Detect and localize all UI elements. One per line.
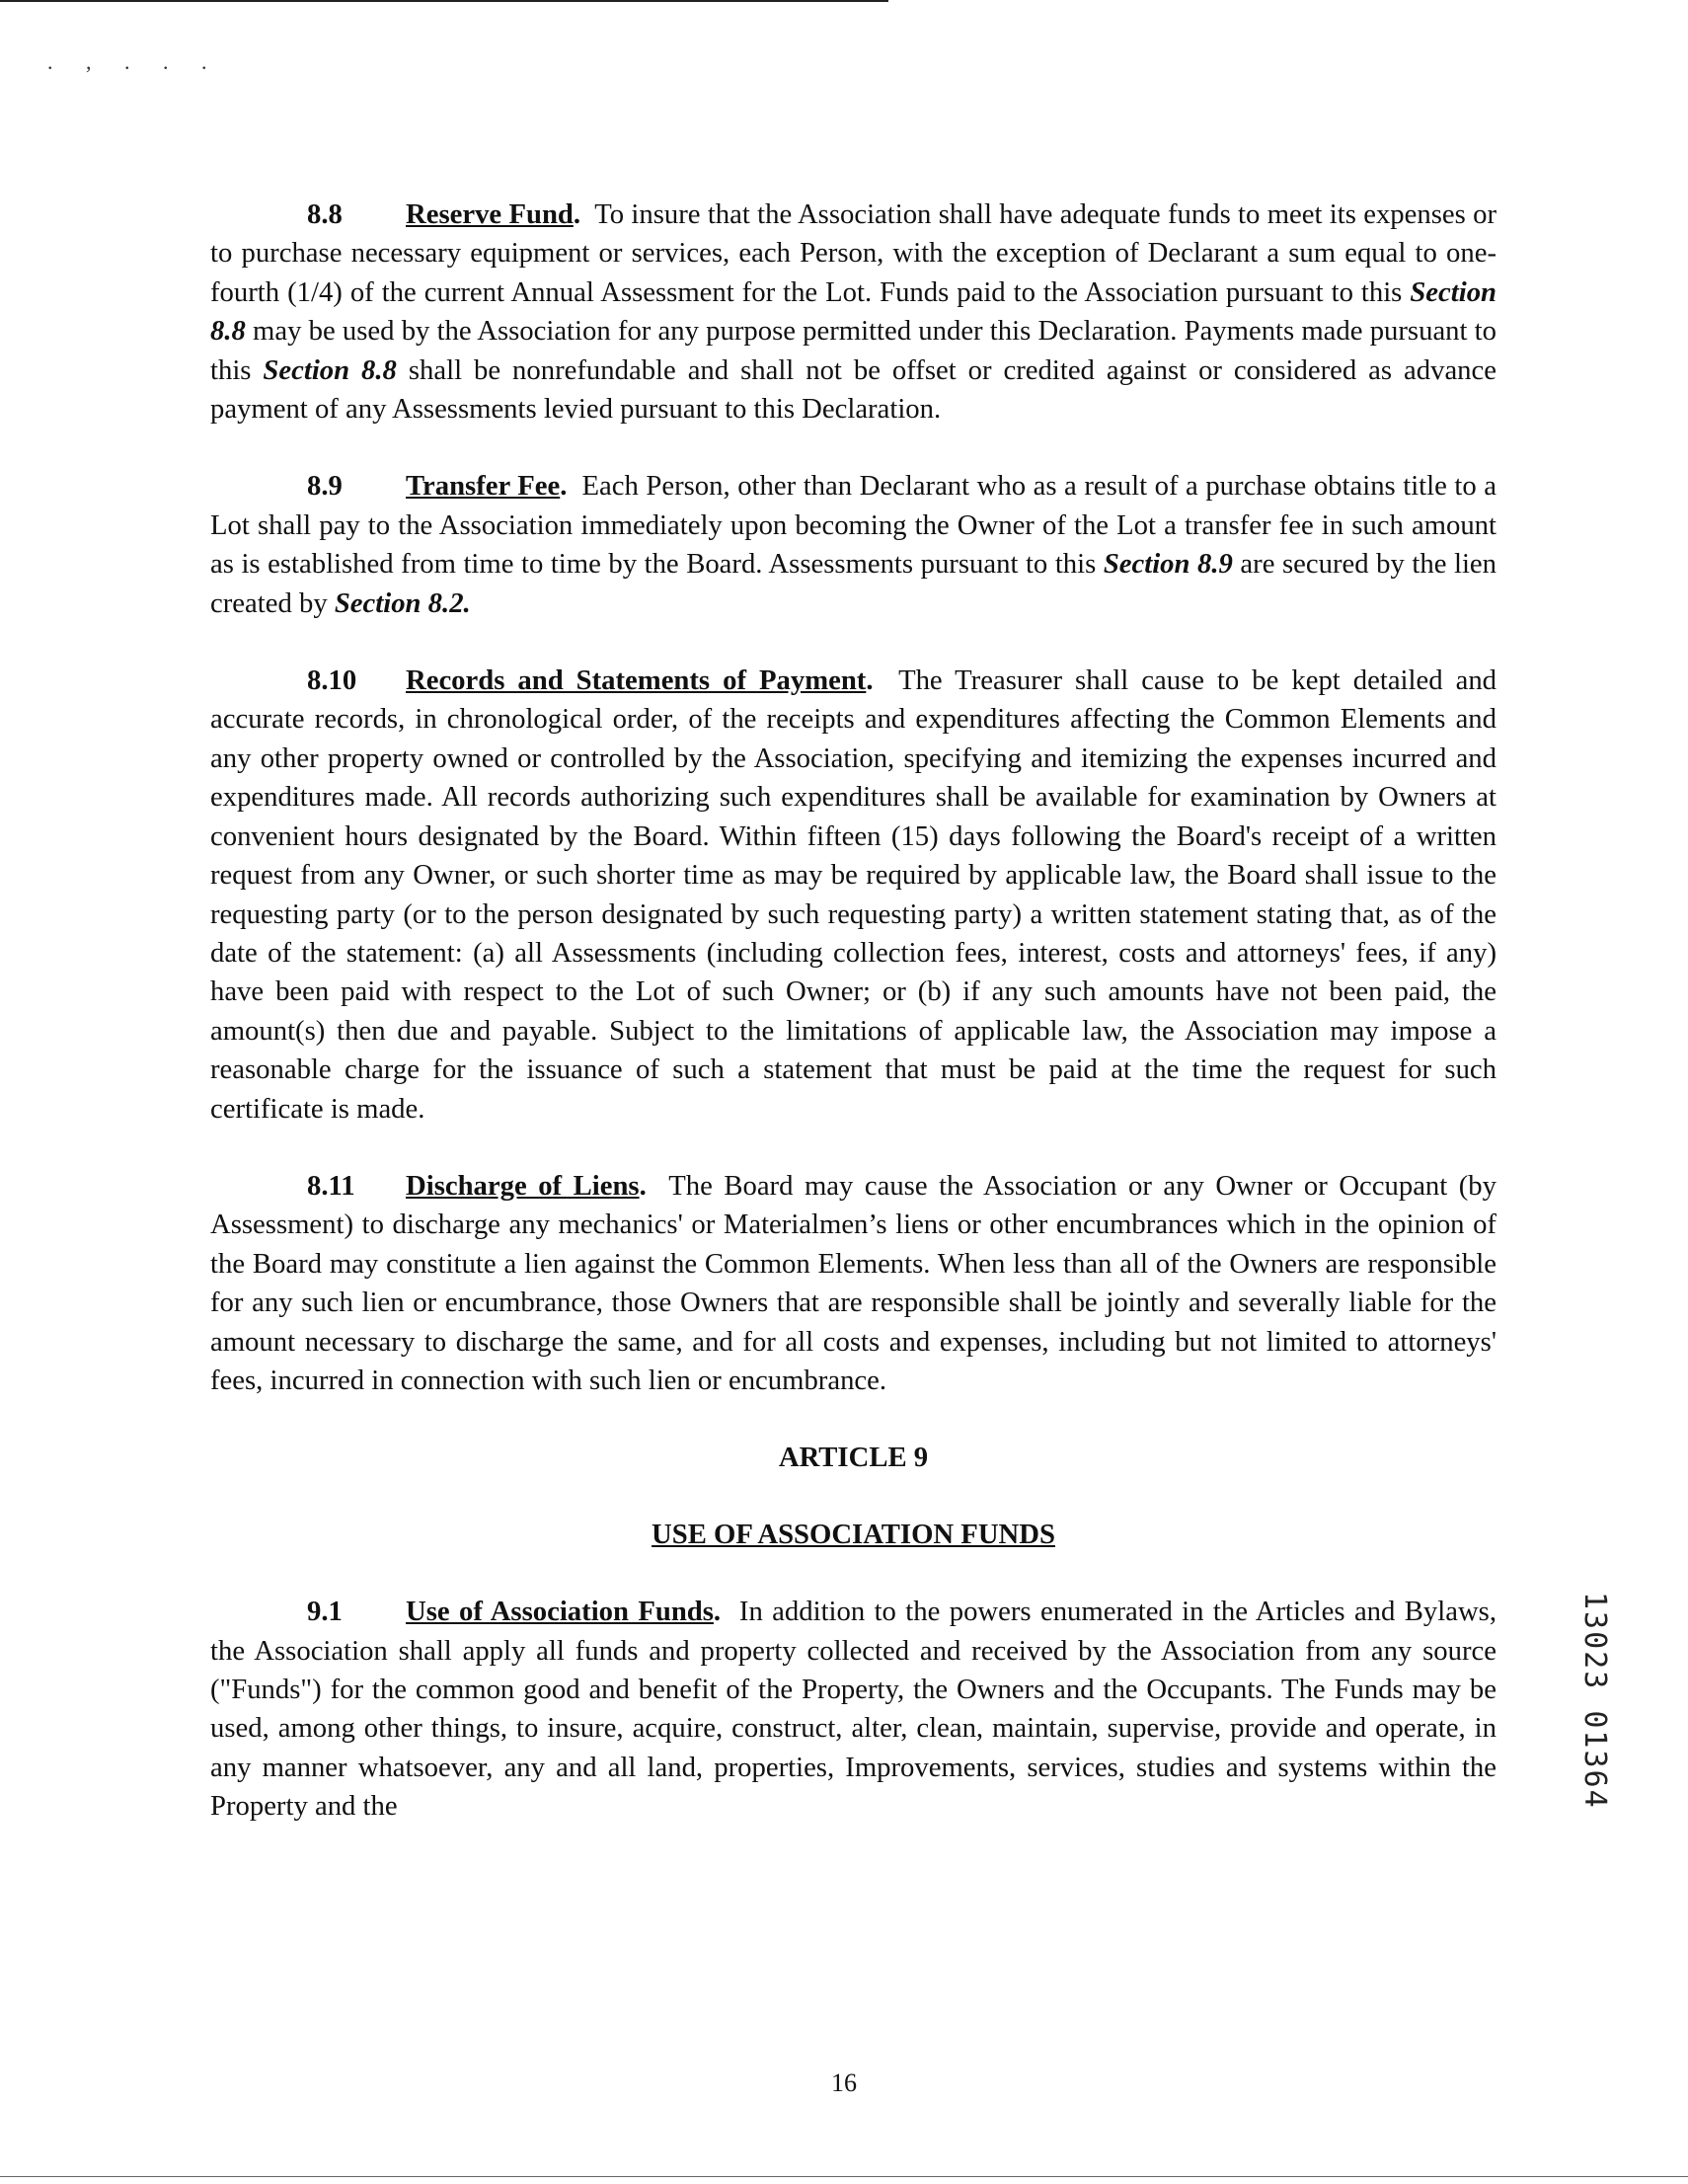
section-text: are secured by the lien created by: [210, 548, 1496, 619]
section-text: The Board may cause the Association or any Owner or Occupant (by Assessment) to discharge any mechanics' or Materialmen’s liens or other encumbrances which in the opinion of the Board may constitute a lien against the Common Elements. When less than all of the Owners are responsible for any such lien or encumbrance, those Owners that are responsible shall be jointly and severally liable for the amount necessary to discharge the same, and for all costs and expenses, including but not limited to attorneys' fees, incurred in connection with such lien or encumbrance.: [210, 1169, 1496, 1396]
section-text: Each Person, other than Declarant who as a result of a purchase obtains title to a Lot shall pay to the Association immediately upon becoming the Owner of the Lot a transfer fee in such amount as is established from time to time by the Board. Assessments pursuant to this: [210, 470, 1496, 581]
section-number: 8.10: [307, 664, 357, 697]
scan-bottom-line: [0, 2176, 1688, 2177]
article-title: USE OF ASSOCIATION FUNDS: [652, 1518, 1055, 1550]
section-ref: Section 8.8: [263, 353, 397, 386]
scan-specks: . , . . .: [47, 49, 221, 74]
section-8-8: 8.8 Reserve Fund. To insure that the Association shall have adequate funds to meet its expenses or to purchase necessary equipment or services, each Person, with the exception of Declarant a sum equal to one-fourth (1/4) of the current Annual Assessment for the Lot. Funds paid to the Association pursuant to this Section 8.8 may be used by the Association for any purpose permitted under this Declaration. Payments made pursuant to this Section 8.8 shall be nonrefundable and shall not be offset or credited against or considered as advance payment of any Assessments levied pursuant to this Declaration.: [210, 195, 1496, 429]
section-8-9: 8.9 Transfer Fee. Each Person, other than Declarant who as a result of a purchase obtains title to a Lot shall pay to the Association immediately upon becoming the Owner of the Lot a transfer fee in such amount as is established from time to time by the Board. Assessments pursuant to this Section 8.9 are secured by the lien created by Section 8.2.: [210, 467, 1496, 623]
section-8-11: 8.11 Discharge of Liens. The Board may cause the Association or any Owner or Occupant (by Assessment) to discharge any mechanics' or Materialmen’s liens or other encumbrances which in the opinion of the Board may constitute a lien against the Common Elements. When less than all of the Owners are responsible for any such lien or encumbrance, those Owners that are responsible shall be jointly and severally liable for the amount necessary to discharge the same, and for all costs and expenses, including but not limited to attorneys' fees, incurred in connection with such lien or encumbrance.: [210, 1167, 1496, 1400]
section-title: Use of Association Funds: [406, 1596, 714, 1628]
section-title: Discharge of Liens: [406, 1169, 640, 1202]
section-9-1: 9.1 Use of Association Funds. In addition to the powers enumerated in the Articles and Bylaws, the Association shall apply all funds and property collected and received by the Association from any source ("Funds") for the common good and benefit of the Property, the Owners and the Occupants. The Funds may be used, among other things, to insure, acquire, construct, alter, clean, maintain, supervise, provide and operate, in any manner whatsoever, any and all land, properties, Improvements, services, studies and systems within the Property and the: [210, 1593, 1496, 1826]
recording-stamp: 13023 01364: [1577, 1592, 1612, 1810]
section-text: shall be nonrefundable and shall not be offset or credited against or considered as advance payment of any Assessments levied pursuant to this Declaration.: [210, 353, 1496, 426]
section-number: 8.9: [307, 470, 343, 503]
section-ref: Section 8.9: [1103, 548, 1233, 581]
section-number: 8.11: [307, 1169, 355, 1202]
section-title: Transfer Fee: [406, 470, 561, 503]
document-body: [210, 195, 1496, 1827]
section-title: Reserve Fund: [406, 198, 574, 230]
section-text: may be used by the Association for any purpose permitted under this Declaration. Payments made pursuant to this: [210, 315, 1496, 386]
section-text: .: [463, 586, 471, 619]
section-ref: Section 8.8: [210, 275, 1496, 348]
article-heading: ARTICLE 9: [778, 1442, 929, 1474]
section-text: The Treasurer shall cause to be kept detailed and accurate records, in chronological order, of the receipts and expenditures affecting the Common Elements and any other property owned or controlled by the Association, specifying and itemizing the expenses incurred and expenditures made. All records authorizing such expenditures shall be available for examination by Owners at convenient hours designated by the Board. Within fifteen (15) days following the Board's receipt of a written request from any Owner, or such shorter time as may be required by applicable law, the Board shall issue to the requesting party (or to the person designated by such requesting party) a written statement stating that, as of the date of the statement: (a) all Assessments (including collection fees, interest, costs and attorneys' fees, if any) have been paid with respect to the Lot of such Owner; or (b) if any such amounts have not been paid, the amount(s) then due and payable. Subject to the limitations of applicable law, the Association may impose a reasonable charge for the issuance of such a statement that must be paid at the time the request for such certificate is made.: [210, 664, 1497, 1125]
section-8-10: 8.10 Records and Statements of Payment. The Treasurer shall cause to be kept detailed and accurate records, in chronological order, of the receipts and expenditures affecting the Common Elements and any other property owned or controlled by the Association, specifying and itemizing the expenses incurred and expenditures made. All records authorizing such expenditures shall be available for examination by Owners at convenient hours designated by the Board. Within fifteen (15) days following the Board's receipt of a written request from any Owner, or such shorter time as may be required by applicable law, the Board shall issue to the requesting party (or to the person designated by such requesting party) a written statement stating that, as of the date of the statement: (a) all Assessments (including collection fees, interest, costs and attorneys' fees, if any) have been paid with respect to the Lot of such Owner; or (b) if any such amounts have not been paid, the amount(s) then due and payable. Subject to the limitations of applicable law, the Association may impose a reasonable charge for the issuance of such a statement that must be paid at the time the request for such certificate is made.: [210, 662, 1496, 1129]
scan-top-line: [0, 0, 888, 2]
section-title: Records and Statements of Payment: [406, 664, 867, 697]
page-number: 16: [831, 2068, 857, 2097]
section-ref: Section 8.2: [334, 586, 464, 619]
section-text: To insure that the Association shall have adequate funds to meet its expenses or to purchase necessary equipment or services, each Person, with the exception of Declarant a sum equal to one-fourth (1/4) of the current Annual Assessment for the Lot. Funds paid to the Association pursuant to this: [210, 198, 1496, 308]
section-number: 9.1: [307, 1596, 343, 1628]
section-text: In addition to the powers enumerated in the Articles and Bylaws, the Association shall apply all funds and property collected and received by the Association from any source ("Funds") for the common good and benefit of the Property, the Owners and the Occupants. The Funds may be used, among other things, to insure, acquire, construct, alter, clean, maintain, supervise, provide and operate, in any manner whatsoever, any and all land, properties, Improvements, services, studies and systems within the Property and the: [210, 1596, 1496, 1823]
section-number: 8.8: [307, 198, 343, 230]
